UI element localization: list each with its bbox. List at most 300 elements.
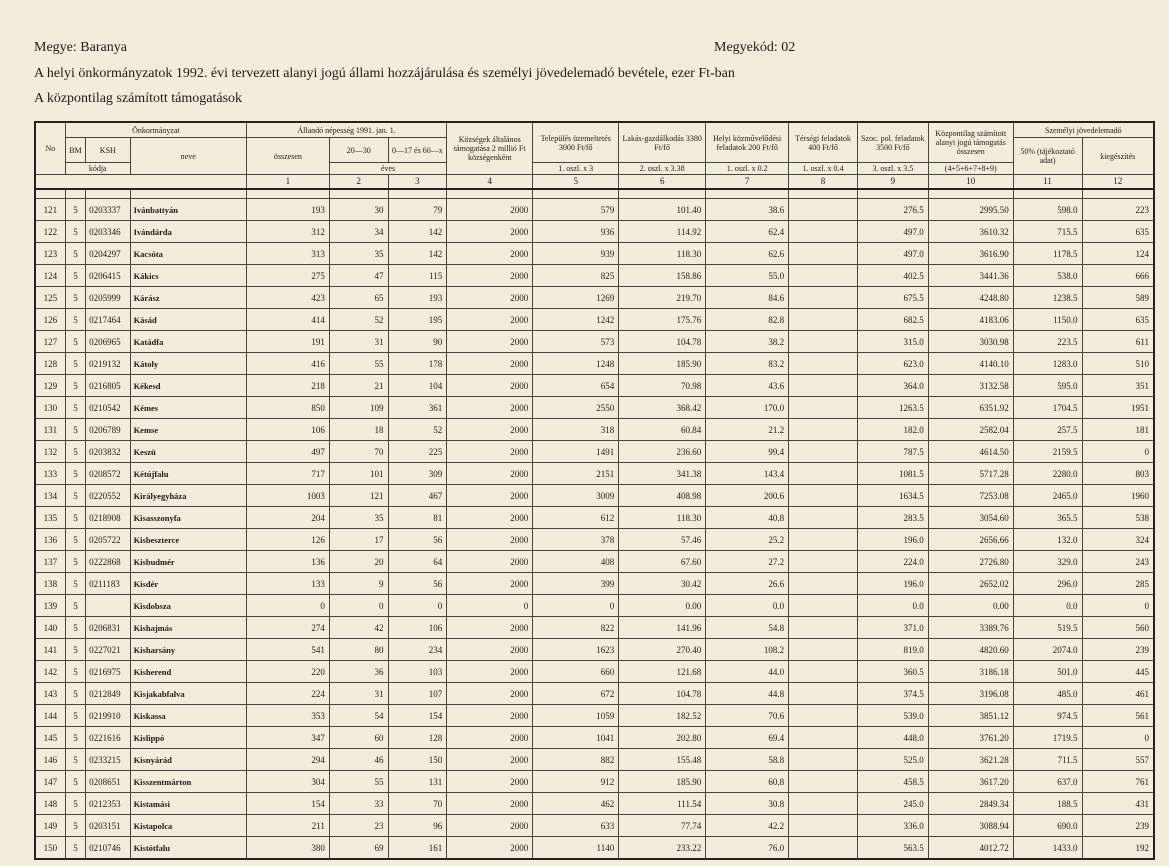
row-bm: 5	[65, 529, 85, 551]
row-kozponti-total: 3616.90	[928, 243, 1013, 265]
row-szoc-pol: 315.0	[857, 331, 928, 353]
row-szja-50: 223.5	[1013, 331, 1082, 353]
row-pop-20-30: 20	[329, 551, 388, 573]
row-kiegeszites: 803	[1082, 463, 1154, 485]
row-population-total: 347	[246, 727, 329, 749]
col-onkormanyzat: Önkormányzat	[65, 122, 246, 138]
formula-lakas: 2. oszl. x 3.38	[619, 163, 706, 175]
row-kozsegek: 2000	[447, 727, 533, 749]
row-pop-0-17-60x: 361	[388, 397, 447, 419]
row-pop-0-17-60x: 309	[388, 463, 447, 485]
row-szoc-pol: 787.5	[857, 441, 928, 463]
row-pop-0-17-60x: 131	[388, 771, 447, 793]
row-szja-50: 1719.5	[1013, 727, 1082, 749]
row-telepules: 612	[533, 507, 619, 529]
colnum-1: 1	[246, 175, 329, 190]
row-name: Kisherend	[130, 661, 246, 683]
row-szoc-pol: 1263.5	[857, 397, 928, 419]
row-szja-50: 637.0	[1013, 771, 1082, 793]
row-kozsegek: 2000	[447, 573, 533, 595]
row-population-total: 304	[246, 771, 329, 793]
row-szja-50: 296.0	[1013, 573, 1082, 595]
row-kozponti-total: 4140.10	[928, 353, 1013, 375]
row-szja-50: 2465.0	[1013, 485, 1082, 507]
row-no: 137	[35, 551, 65, 573]
row-ksh-code: 0210542	[86, 397, 131, 419]
table-row	[35, 265, 1154, 287]
row-telepules: 378	[533, 529, 619, 551]
row-population-total: 204	[246, 507, 329, 529]
row-szja-50: 257.5	[1013, 419, 1082, 441]
row-lakas: 70.98	[619, 375, 706, 397]
row-no: 132	[35, 441, 65, 463]
row-bm: 5	[65, 639, 85, 661]
row-no: 133	[35, 463, 65, 485]
row-kiegeszites: 635	[1082, 221, 1154, 243]
row-kozmuvelodes: 38.6	[706, 199, 789, 221]
row-bm: 5	[65, 771, 85, 793]
row-name: Kacsóta	[130, 243, 246, 265]
row-population-total: 380	[246, 837, 329, 860]
row-szoc-pol: 563.5	[857, 837, 928, 860]
row-szoc-pol: 336.0	[857, 815, 928, 837]
row-no: 142	[35, 661, 65, 683]
row-kiegeszites: 761	[1082, 771, 1154, 793]
row-bm: 5	[65, 683, 85, 705]
row-szoc-pol: 1081.5	[857, 463, 928, 485]
col-bm: BM	[65, 138, 85, 163]
row-name: Keszü	[130, 441, 246, 463]
row-kozponti-total: 3851.12	[928, 705, 1013, 727]
col-age-20-30: 20—30	[329, 138, 388, 163]
row-kozsegek: 2000	[447, 243, 533, 265]
row-kiegeszites: 285	[1082, 573, 1154, 595]
row-name: Kiskassa	[130, 705, 246, 727]
table-row	[35, 441, 1154, 463]
table-row	[35, 705, 1154, 727]
row-kozponti-total: 3761.20	[928, 727, 1013, 749]
row-telepules: 1248	[533, 353, 619, 375]
row-pop-0-17-60x: 150	[388, 749, 447, 771]
row-szoc-pol: 539.0	[857, 705, 928, 727]
row-no: 124	[35, 265, 65, 287]
row-population-total: 220	[246, 661, 329, 683]
row-kiegeszites: 666	[1082, 265, 1154, 287]
row-name: Katádfa	[130, 331, 246, 353]
col-szoc: Szoc. pol. feladatok 3500 Ft/fő	[857, 122, 928, 163]
row-telepules: 1491	[533, 441, 619, 463]
row-ksh-code: 0203337	[86, 199, 131, 221]
row-bm: 5	[65, 661, 85, 683]
row-pop-0-17-60x: 225	[388, 441, 447, 463]
row-szja-50: 715.5	[1013, 221, 1082, 243]
row-kozmuvelodes: 38.2	[706, 331, 789, 353]
row-pop-20-30: 9	[329, 573, 388, 595]
row-no: 145	[35, 727, 65, 749]
row-kozmuvelodes: 170.0	[706, 397, 789, 419]
col-nepesseg: Állandó népesség 1991. jan. 1.	[246, 122, 446, 138]
row-kozponti-total: 3054.60	[928, 507, 1013, 529]
row-tersegi	[789, 243, 858, 265]
row-pop-0-17-60x: 107	[388, 683, 447, 705]
row-name: Kákics	[130, 265, 246, 287]
row-kozsegek: 2000	[447, 793, 533, 815]
row-ksh-code: 0227021	[86, 639, 131, 661]
table-row	[35, 573, 1154, 595]
row-tersegi	[789, 595, 858, 617]
row-telepules: 939	[533, 243, 619, 265]
row-pop-0-17-60x: 128	[388, 727, 447, 749]
row-population-total: 850	[246, 397, 329, 419]
col-osszesen: összesen	[246, 138, 329, 175]
row-pop-20-30: 17	[329, 529, 388, 551]
table-row	[35, 353, 1154, 375]
row-szoc-pol: 283.5	[857, 507, 928, 529]
row-lakas: 60.84	[619, 419, 706, 441]
row-telepules: 399	[533, 573, 619, 595]
row-kozponti-total: 4820.60	[928, 639, 1013, 661]
row-tersegi	[789, 837, 858, 860]
row-szoc-pol: 245.0	[857, 793, 928, 815]
row-kozponti-total: 3132.58	[928, 375, 1013, 397]
row-telepules: 654	[533, 375, 619, 397]
row-kozponti-total: 3196.08	[928, 683, 1013, 705]
row-population-total: 126	[246, 529, 329, 551]
row-szja-50: 1283.0	[1013, 353, 1082, 375]
row-tersegi	[789, 375, 858, 397]
row-kiegeszites: 1960	[1082, 485, 1154, 507]
row-no: 131	[35, 419, 65, 441]
colnum-11: 11	[1013, 175, 1082, 190]
col-no: No	[35, 122, 65, 175]
row-telepules: 1623	[533, 639, 619, 661]
row-kiegeszites: 0	[1082, 595, 1154, 617]
row-no: 150	[35, 837, 65, 860]
row-kiegeszites: 560	[1082, 617, 1154, 639]
row-pop-0-17-60x: 56	[388, 573, 447, 595]
row-pop-0-17-60x: 56	[388, 529, 447, 551]
row-tersegi	[789, 419, 858, 441]
row-kozmuvelodes: 25.2	[706, 529, 789, 551]
row-pop-20-30: 35	[329, 507, 388, 529]
row-name: Kémes	[130, 397, 246, 419]
row-kozponti-total: 4614.50	[928, 441, 1013, 463]
row-pop-0-17-60x: 467	[388, 485, 447, 507]
row-telepules: 3009	[533, 485, 619, 507]
row-kiegeszites: 223	[1082, 199, 1154, 221]
row-ksh-code: 0206965	[86, 331, 131, 353]
row-tersegi	[789, 529, 858, 551]
row-name: Kistótfalu	[130, 837, 246, 860]
row-name: Kisszentmárton	[130, 771, 246, 793]
row-lakas: 101.40	[619, 199, 706, 221]
row-bm: 5	[65, 705, 85, 727]
document-subtitle: A központilag számított támogatások	[34, 91, 243, 106]
formula-tersegi: 1. oszl. x 0.4	[789, 163, 858, 175]
row-kiegeszites: 192	[1082, 837, 1154, 860]
table-row	[35, 639, 1154, 661]
row-szja-50: 538.0	[1013, 265, 1082, 287]
row-kozsegek: 2000	[447, 705, 533, 727]
formula-kozmu: 1. oszl. x 0.2	[706, 163, 789, 175]
table-row	[35, 287, 1154, 309]
row-kozsegek: 2000	[447, 265, 533, 287]
row-name: Kisbudmér	[130, 551, 246, 573]
colnum-8: 8	[789, 175, 858, 190]
row-telepules: 1242	[533, 309, 619, 331]
row-kozmuvelodes: 62.4	[706, 221, 789, 243]
row-lakas: 111.54	[619, 793, 706, 815]
row-ksh-code	[86, 595, 131, 617]
row-szoc-pol: 196.0	[857, 529, 928, 551]
row-no: 136	[35, 529, 65, 551]
row-telepules: 882	[533, 749, 619, 771]
row-lakas: 118.30	[619, 243, 706, 265]
row-szoc-pol: 0.0	[857, 595, 928, 617]
formula-kozponti: (4+5+6+7+8+9)	[928, 163, 1013, 175]
row-kozsegek: 2000	[447, 661, 533, 683]
row-telepules: 1269	[533, 287, 619, 309]
row-lakas: 104.78	[619, 683, 706, 705]
row-name: Kistamási	[130, 793, 246, 815]
table-row	[35, 309, 1154, 331]
row-pop-0-17-60x: 81	[388, 507, 447, 529]
row-lakas: 77.74	[619, 815, 706, 837]
row-pop-0-17-60x: 115	[388, 265, 447, 287]
col-age-0-17: 0—17 és 60—x	[388, 138, 447, 163]
formula-telepules: 1. oszl. x 3	[533, 163, 619, 175]
row-pop-0-17-60x: 0	[388, 595, 447, 617]
row-pop-0-17-60x: 154	[388, 705, 447, 727]
row-no: 148	[35, 793, 65, 815]
row-kozsegek: 2000	[447, 463, 533, 485]
row-szja-50: 1238.5	[1013, 287, 1082, 309]
row-kozmuvelodes: 76.0	[706, 837, 789, 860]
row-kozmuvelodes: 0.0	[706, 595, 789, 617]
col-kozmu: Helyi közművelődési feladatok 200 Ft/fő	[706, 122, 789, 163]
row-kozsegek: 2000	[447, 683, 533, 705]
row-kozponti-total: 3610.32	[928, 221, 1013, 243]
row-lakas: 155.48	[619, 749, 706, 771]
row-kiegeszites: 243	[1082, 551, 1154, 573]
row-population-total: 191	[246, 331, 329, 353]
row-name: Kásád	[130, 309, 246, 331]
row-kozponti-total: 7253.08	[928, 485, 1013, 507]
row-szja-50: 595.0	[1013, 375, 1082, 397]
row-kiegeszites: 181	[1082, 419, 1154, 441]
row-kozsegek: 2000	[447, 749, 533, 771]
row-szoc-pol: 448.0	[857, 727, 928, 749]
row-kozmuvelodes: 30.8	[706, 793, 789, 815]
row-kozsegek: 2000	[447, 507, 533, 529]
row-population-total: 154	[246, 793, 329, 815]
row-kozmuvelodes: 44.8	[706, 683, 789, 705]
row-kozmuvelodes: 26.6	[706, 573, 789, 595]
row-tersegi	[789, 397, 858, 419]
row-kozponti-total: 4248.80	[928, 287, 1013, 309]
row-pop-20-30: 36	[329, 661, 388, 683]
row-pop-0-17-60x: 103	[388, 661, 447, 683]
row-no: 141	[35, 639, 65, 661]
colnum-6: 6	[619, 175, 706, 190]
row-ksh-code: 0203151	[86, 815, 131, 837]
row-szoc-pol: 675.5	[857, 287, 928, 309]
table-row	[35, 815, 1154, 837]
row-pop-20-30: 109	[329, 397, 388, 419]
row-no: 127	[35, 331, 65, 353]
row-tersegi	[789, 309, 858, 331]
row-ksh-code: 0222868	[86, 551, 131, 573]
row-pop-20-30: 33	[329, 793, 388, 815]
row-tersegi	[789, 793, 858, 815]
row-ksh-code: 0206789	[86, 419, 131, 441]
row-szoc-pol: 623.0	[857, 353, 928, 375]
row-telepules: 0	[533, 595, 619, 617]
row-name: Kisharsány	[130, 639, 246, 661]
row-population-total: 0	[246, 595, 329, 617]
table-row	[35, 331, 1154, 353]
row-kozsegek: 0	[447, 595, 533, 617]
row-kiegeszites: 0	[1082, 727, 1154, 749]
row-population-total: 541	[246, 639, 329, 661]
row-kozmuvelodes: 60.8	[706, 771, 789, 793]
row-pop-20-30: 18	[329, 419, 388, 441]
row-szja-50: 501.0	[1013, 661, 1082, 683]
col-kodja: kódja	[65, 163, 130, 175]
row-kozponti-total: 3621.28	[928, 749, 1013, 771]
row-lakas: 30.42	[619, 573, 706, 595]
row-kozponti-total: 5717.28	[928, 463, 1013, 485]
row-name: Kárász	[130, 287, 246, 309]
row-kiegeszites: 589	[1082, 287, 1154, 309]
row-ksh-code: 0221616	[86, 727, 131, 749]
row-kozponti-total: 4183.06	[928, 309, 1013, 331]
row-telepules: 633	[533, 815, 619, 837]
row-pop-0-17-60x: 64	[388, 551, 447, 573]
row-population-total: 275	[246, 265, 329, 287]
row-no: 134	[35, 485, 65, 507]
row-name: Kétújfalu	[130, 463, 246, 485]
row-kiegeszites: 538	[1082, 507, 1154, 529]
row-pop-20-30: 21	[329, 375, 388, 397]
row-tersegi	[789, 639, 858, 661]
col-telepules: Település üzemeltetés 3000 Ft/fő	[533, 122, 619, 163]
row-no: 123	[35, 243, 65, 265]
row-ksh-code: 0219910	[86, 705, 131, 727]
row-kozmuvelodes: 108.2	[706, 639, 789, 661]
row-kozponti-total: 3441.36	[928, 265, 1013, 287]
row-population-total: 211	[246, 815, 329, 837]
row-kozmuvelodes: 84.6	[706, 287, 789, 309]
row-szja-50: 1433.0	[1013, 837, 1082, 860]
row-szja-50: 2074.0	[1013, 639, 1082, 661]
row-szoc-pol: 364.0	[857, 375, 928, 397]
row-bm: 5	[65, 287, 85, 309]
row-kiegeszites: 431	[1082, 793, 1154, 815]
row-bm: 5	[65, 793, 85, 815]
row-population-total: 106	[246, 419, 329, 441]
row-lakas: 158.86	[619, 265, 706, 287]
row-lakas: 67.60	[619, 551, 706, 573]
row-ksh-code: 0208651	[86, 771, 131, 793]
row-szoc-pol: 371.0	[857, 617, 928, 639]
row-lakas: 270.40	[619, 639, 706, 661]
row-bm: 5	[65, 221, 85, 243]
row-szja-50: 188.5	[1013, 793, 1082, 815]
row-kozmuvelodes: 42.2	[706, 815, 789, 837]
colnum-12: 12	[1082, 175, 1154, 190]
row-pop-0-17-60x: 79	[388, 199, 447, 221]
row-kozsegek: 2000	[447, 309, 533, 331]
row-kozponti-total: 3389.76	[928, 617, 1013, 639]
row-bm: 5	[65, 749, 85, 771]
table-row	[35, 793, 1154, 815]
row-population-total: 136	[246, 551, 329, 573]
row-no: 139	[35, 595, 65, 617]
row-bm: 5	[65, 331, 85, 353]
row-name: Kisasszonyfa	[130, 507, 246, 529]
row-ksh-code: 0205722	[86, 529, 131, 551]
row-pop-20-30: 47	[329, 265, 388, 287]
row-pop-20-30: 35	[329, 243, 388, 265]
row-kozponti-total: 3617.20	[928, 771, 1013, 793]
row-pop-0-17-60x: 142	[388, 221, 447, 243]
row-szoc-pol: 196.0	[857, 573, 928, 595]
row-ksh-code: 0206831	[86, 617, 131, 639]
colnum-3: 3	[388, 175, 447, 190]
row-population-total: 414	[246, 309, 329, 331]
row-population-total: 717	[246, 463, 329, 485]
row-kiegeszites: 239	[1082, 639, 1154, 661]
row-kozmuvelodes: 44.0	[706, 661, 789, 683]
row-tersegi	[789, 265, 858, 287]
row-szoc-pol: 819.0	[857, 639, 928, 661]
table-row	[35, 243, 1154, 265]
row-pop-20-30: 23	[329, 815, 388, 837]
table-row	[35, 463, 1154, 485]
row-population-total: 313	[246, 243, 329, 265]
row-pop-20-30: 70	[329, 441, 388, 463]
row-szoc-pol: 276.5	[857, 199, 928, 221]
table-row	[35, 485, 1154, 507]
col-szja: Személyi jövedelemadó	[1013, 122, 1154, 138]
row-telepules: 2550	[533, 397, 619, 419]
row-tersegi	[789, 771, 858, 793]
document-title: A helyi önkormányzatok 1992. évi tervezett alanyi jogú állami hozzájárulása és személyi jövedelemadó bevétele, ezer Ft-ban	[34, 66, 735, 81]
row-name: Kisdér	[130, 573, 246, 595]
row-szoc-pol: 402.5	[857, 265, 928, 287]
row-telepules: 822	[533, 617, 619, 639]
table-row	[35, 749, 1154, 771]
row-kiegeszites: 324	[1082, 529, 1154, 551]
row-telepules: 672	[533, 683, 619, 705]
row-kiegeszites: 557	[1082, 749, 1154, 771]
row-ksh-code: 0217464	[86, 309, 131, 331]
row-kozsegek: 2000	[447, 331, 533, 353]
row-tersegi	[789, 573, 858, 595]
row-kiegeszites: 124	[1082, 243, 1154, 265]
row-lakas: 202.80	[619, 727, 706, 749]
col-neve: neve	[130, 138, 246, 175]
row-kozponti-total: 2652.02	[928, 573, 1013, 595]
col-lakas: Lakás-gazdálkodás 3380 Ft/fő	[619, 122, 706, 163]
row-szja-50: 1150.0	[1013, 309, 1082, 331]
row-bm: 5	[65, 507, 85, 529]
row-kozsegek: 2000	[447, 419, 533, 441]
row-kozsegek: 2000	[447, 485, 533, 507]
row-szoc-pol: 682.5	[857, 309, 928, 331]
row-telepules: 579	[533, 199, 619, 221]
